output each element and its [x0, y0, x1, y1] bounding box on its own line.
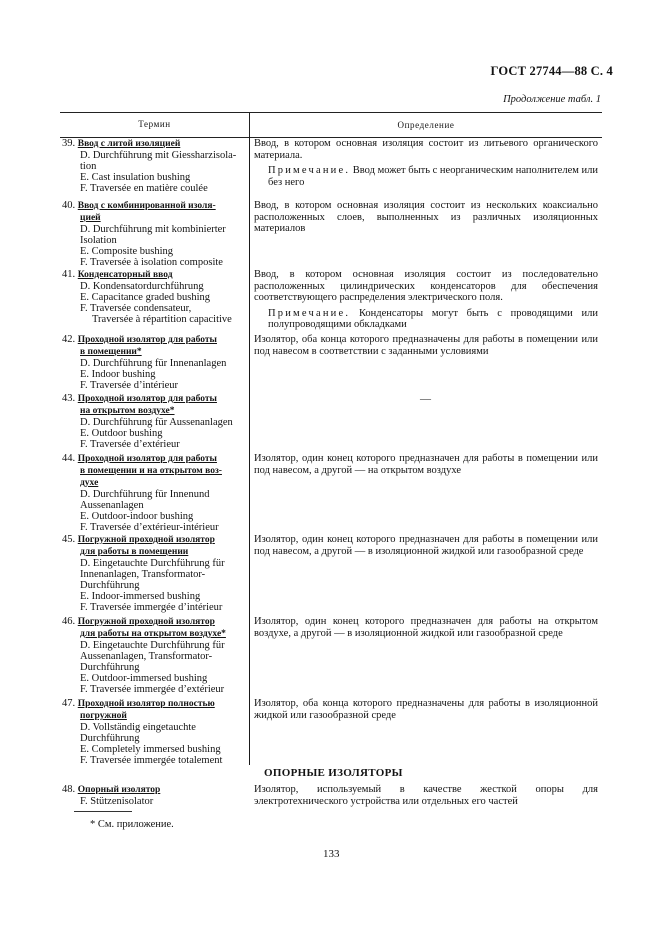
definition-48: Изолятор, используемый в качестве жесткой опоры для электротехнического устройства или отдельных его частей — [254, 784, 598, 807]
term-french: F. Traversée d’extérieur — [80, 439, 180, 450]
definition-40: Ввод, в котором основная изоляция состоит из нескольких коаксиально расположенных слоев, выполненных из различных изоляционных материалов — [254, 200, 598, 234]
definition-43-dash: — — [420, 393, 431, 405]
term-french: F. Traversée d’intérieur — [80, 380, 179, 391]
term-english: E. Composite bushing — [80, 246, 174, 257]
term-english: E. Completely immersed bushing — [80, 744, 221, 755]
term-russian: Погружной проходной изолятор — [77, 535, 215, 545]
term-french: F. Traversée d’extérieur-intérieur — [80, 522, 219, 533]
term-french: F. Traversée en matière coulée — [80, 183, 208, 194]
term-english: E. Outdoor-indoor bushing — [80, 511, 194, 522]
term-russian: Проходной изолятор полностью — [77, 699, 215, 709]
term-entry-45: 45. Погружной проходной изолятор для работы в помещении D. Eingetauchte Durchführung für Innenanlagen, Transformator- Durchführung E. Indoor-immersed bushing F. Traversée immergée d’intérieur — [62, 534, 248, 613]
term-entry-41: 41. Конденсаторный ввод D. Kondensatordurchführung E. Capacitance graded bushing F. Traversée condensateur, Traversée à répartition capacitive — [62, 269, 248, 325]
column-header-definition: Определение — [249, 113, 602, 137]
term-german: D. Vollständig eingetauchte — [80, 722, 196, 733]
note-39: Примечание. Ввод может быть с неорганическим наполнителем или без него — [268, 165, 598, 188]
term-french: F. Traversée immergée d’intérieur — [80, 602, 223, 613]
term-german: D. Kondensatordurchführung — [80, 281, 204, 292]
term-english: E. Cast insulation bushing — [80, 172, 191, 183]
term-german: D. Eingetauchte Durchführung für — [80, 558, 225, 569]
document-reference: ГОСТ 27744—88 С. 4 — [490, 64, 613, 78]
term-russian: Проходной изолятор для работы — [77, 454, 217, 464]
term-french: F. Stützenisolator — [80, 796, 154, 807]
table-column-headers — [60, 112, 602, 138]
term-russian: Конденсаторный ввод — [77, 270, 173, 280]
term-english: E. Indoor bushing — [80, 369, 156, 380]
term-entry-46: 46. Погружной проходной изолятор для работы на открытом воздухе* D. Eingetauchte Durchführung für Aussenanlagen, Transformator- Durchführung E. Outdoor-immersed bushing F. Traversée immergée d’extérieur — [62, 616, 248, 695]
section-title: ОПОРНЫЕ ИЗОЛЯТОРЫ — [264, 767, 403, 779]
note-41: Примечание. Конденсаторы могут быть с проводящими или полупроводящими обкладками — [268, 307, 598, 330]
footnote-rule — [74, 811, 132, 812]
term-german: D. Durchführung mit kombinierter — [80, 224, 226, 235]
term-russian: Проходной изолятор для работы — [77, 394, 217, 404]
term-entry-44: 44. Проходной изолятор для работы в помещении и на открытом воз- духе D. Durchführung für Innenund Aussenanlagen E. Outdoor-indoor bushing F. Traversée d’extérieur-intérieur — [62, 453, 248, 533]
term-french: F. Traversée immergée d’extérieur — [80, 684, 225, 695]
definition-41: Ввод, в котором основная изоляция состоит из последовательно расположенных цилиндрических конденсаторов для обеспечения соответствующего распределения электрического поля. Примечание. Конденсаторы могут быть с проводящими или полупроводящими обкладками — [254, 269, 598, 330]
column-header-term: Термин — [138, 119, 171, 129]
column-divider — [249, 136, 250, 765]
term-entry-48: 48. Опорный изолятор F. Stützenisolator — [62, 784, 248, 807]
term-russian: Ввод с комбинированной изоля- — [77, 201, 216, 211]
term-english: E. Outdoor-immersed bushing — [80, 673, 208, 684]
term-russian: Погружной проходной изолятор — [77, 617, 215, 627]
definition-46: Изолятор, один конец которого предназначен для работы на открытом воздухе, а другой — в изоляционной жидкой или газообразной среде — [254, 616, 598, 639]
term-french: F. Traversée condensateur, — [80, 303, 192, 314]
term-russian: Проходной изолятор для работы — [77, 335, 217, 345]
definition-45: Изолятор, один конец которого предназначен для работы в помещении или под навесом, а другой — в изоляционной жидкой или газообразной среде — [254, 534, 598, 557]
definition-44: Изолятор, один конец которого предназначен для работы в помещении или под навесом, а другой — на открытом воздухе — [254, 453, 598, 476]
footnote: * См. приложение. — [90, 819, 174, 830]
definition-42: Изолятор, оба конца которого предназначены для работы в помещении или под навесом в соответствии с заданными условиями — [254, 334, 598, 357]
term-french: F. Traversée immergée totalement — [80, 755, 223, 766]
term-entry-47: 47. Проходной изолятор полностью погружной D. Vollständig eingetauchte Durchführung E. Completely immersed bushing F. Traversée immergée totalement — [62, 698, 248, 766]
term-entry-40: 40. Ввод с комбинированной изоля- цией D. Durchführung mit kombinierter Isolation E. Composite bushing F. Traversée à isolation composite — [62, 200, 248, 268]
page-number: 133 — [323, 848, 340, 860]
term-russian: Ввод с литой изоляцией — [77, 139, 181, 149]
term-entry-43: 43. Проходной изолятор для работы на открытом воздухе* D. Durchführung für Aussenanlagen E. Outdoor bushing F. Traversée d’extérieur — [62, 393, 248, 450]
definition-47: Изолятор, оба конца которого предназначены для работы в изоляционной жидкой или газообразной среде — [254, 698, 598, 721]
term-english: E. Outdoor bushing — [80, 428, 163, 439]
term-entry-42: 42. Проходной изолятор для работы в помещении* D. Durchführung für Innenanlagen E. Indoor bushing F. Traversée d’intérieur — [62, 334, 248, 391]
term-english: E. Capacitance graded bushing — [80, 292, 211, 303]
term-german: D. Durchführung für Innenanlagen — [80, 358, 227, 369]
term-english: E. Indoor-immersed bushing — [80, 591, 201, 602]
term-german: D. Durchführung mit Giessharzisola- — [80, 150, 237, 161]
term-german: D. Durchführung für Innenund — [80, 489, 210, 500]
definition-39: Ввод, в котором основная изоляция состоит из литьевого органического материала. Примечание. Ввод может быть с неорганическим наполнителем или без него — [254, 138, 598, 188]
term-german: D. Eingetauchte Durchführung für — [80, 640, 225, 651]
term-russian: Опорный изолятор — [77, 785, 161, 795]
table-continuation-label: Продолжение табл. 1 — [503, 94, 601, 105]
term-french: F. Traversée à isolation composite — [80, 257, 223, 268]
term-german: D. Durchführung für Aussenanlagen — [80, 417, 233, 428]
term-entry-39: 39. Ввод с литой изоляцией D. Durchführung mit Giessharzisola- tion E. Cast insulation bushing F. Traversée en matière coulée — [62, 138, 248, 194]
